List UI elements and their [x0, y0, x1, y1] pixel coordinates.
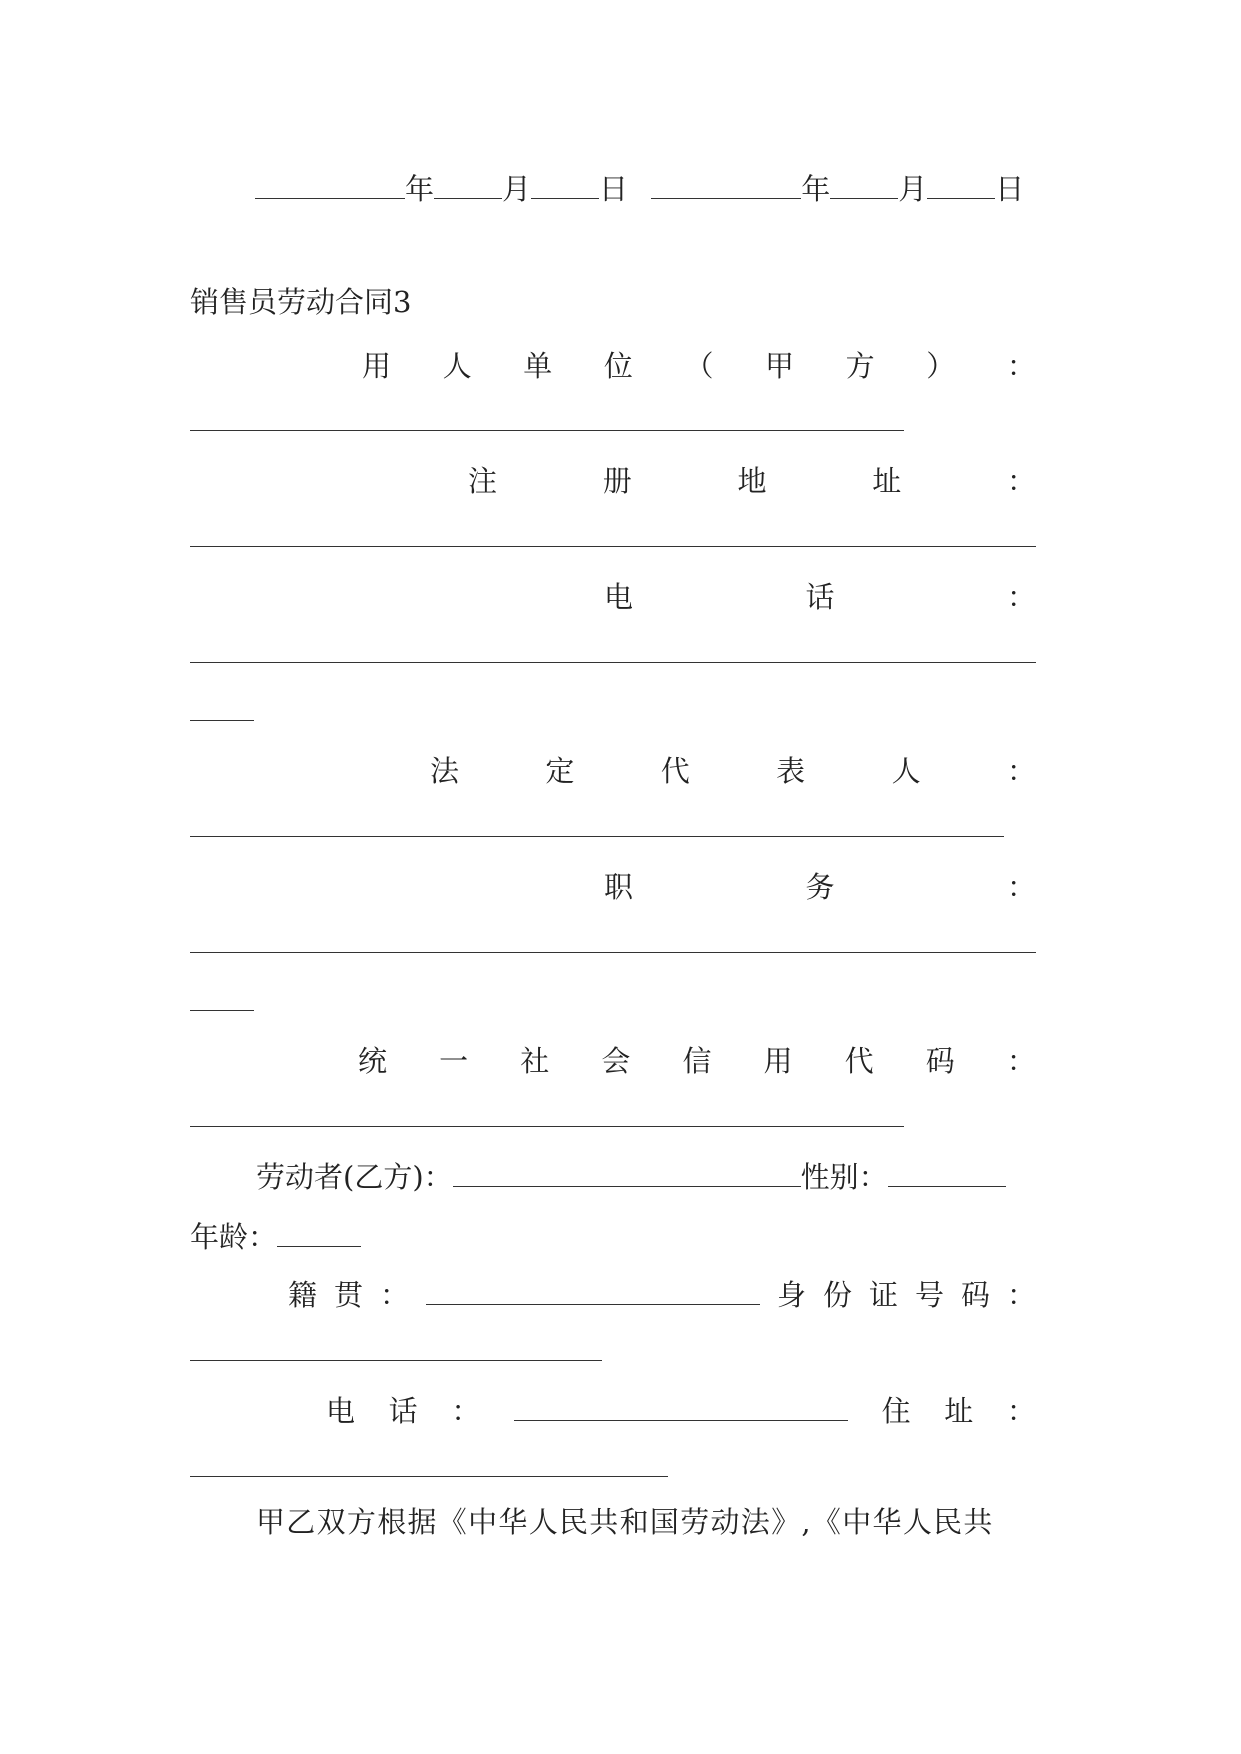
- worker-address-char: ：: [1006, 1393, 1036, 1428]
- unit-char: 用: [362, 348, 392, 383]
- worker-name-blank[interactable]: [453, 1160, 801, 1187]
- legal-rep-char: 定: [545, 753, 575, 788]
- credit-code-char: 统: [358, 1043, 388, 1078]
- credit-code-char: 用: [763, 1043, 793, 1078]
- position-blank[interactable]: [190, 952, 1036, 953]
- month-blank[interactable]: [434, 172, 502, 199]
- address-char: 地: [737, 463, 767, 498]
- phone-char: 话: [805, 579, 835, 614]
- credit-code-char: 会: [601, 1043, 631, 1078]
- legal-rep-blank[interactable]: [190, 836, 1004, 837]
- worker-phone-blank[interactable]: [514, 1398, 848, 1421]
- unit-char: 人: [442, 348, 472, 383]
- age-line: [190, 1220, 361, 1252]
- position-char: 职: [604, 869, 634, 904]
- unit-char: ）: [926, 348, 956, 383]
- phone-char: 电: [604, 579, 634, 614]
- native-char: 籍: [288, 1277, 318, 1312]
- month-label-2: 月: [898, 172, 928, 206]
- position-row: [190, 868, 1036, 902]
- credit-code-char: 代: [844, 1043, 874, 1078]
- age-blank[interactable]: [277, 1220, 361, 1247]
- legal-rep-char: 代: [660, 753, 690, 788]
- document-title: 销售员劳动合同3: [190, 285, 412, 319]
- address-char: 册: [602, 463, 632, 498]
- unit-char: （: [684, 348, 714, 383]
- worker-phone-char: 话: [388, 1393, 418, 1428]
- credit-code-blank[interactable]: [190, 1126, 904, 1127]
- day-label-2: 日: [995, 172, 1025, 206]
- native-place-blank[interactable]: [426, 1282, 760, 1305]
- contract-body-paragraph: 甲乙双方根据《中华人民共和国劳动法》,《中华人民共: [256, 1505, 994, 1539]
- unit-char: 位: [603, 348, 633, 383]
- employer-phone-blank-cont[interactable]: [190, 720, 254, 721]
- position-char: 务: [805, 869, 835, 904]
- worker-phone-char: ：: [451, 1393, 481, 1428]
- worker-phone-address-row: [190, 1392, 1036, 1426]
- registered-address-row: [190, 462, 1036, 496]
- legal-rep-char: ：: [1006, 753, 1036, 788]
- credit-code-char: ：: [1006, 1043, 1036, 1078]
- worker-address-char: 址: [944, 1393, 974, 1428]
- unit-char: 方: [845, 348, 875, 383]
- credit-code-char: 一: [439, 1043, 469, 1078]
- unit-char: ：: [1006, 348, 1036, 383]
- age-label: 年龄：: [190, 1220, 278, 1254]
- position-char: ：: [1006, 869, 1036, 904]
- address-char: 址: [872, 463, 902, 498]
- address-char: 注: [468, 463, 498, 498]
- credit-code-char: 码: [925, 1043, 955, 1078]
- employer-phone-blank[interactable]: [190, 662, 1036, 663]
- legal-rep-row: [190, 752, 1036, 786]
- unit-char: 单: [523, 348, 553, 383]
- credit-code-char: 信: [682, 1043, 712, 1078]
- worker-phone-char: 电: [326, 1393, 356, 1428]
- registered-address-blank[interactable]: [190, 546, 1036, 547]
- id-char: 号: [914, 1277, 944, 1312]
- legal-rep-char: 法: [430, 753, 460, 788]
- position-blank-cont[interactable]: [190, 1010, 254, 1011]
- worker-name-line: [256, 1160, 1006, 1192]
- day-blank-2[interactable]: [927, 172, 995, 199]
- legal-rep-char: 表: [776, 753, 806, 788]
- native-char: 贯: [334, 1277, 364, 1312]
- day-blank[interactable]: [531, 172, 599, 199]
- id-char: 份: [822, 1277, 852, 1312]
- credit-code-char: 社: [520, 1043, 550, 1078]
- id-char: ：: [1006, 1277, 1036, 1312]
- year-label: 年: [405, 172, 435, 206]
- phone-char: ：: [1006, 579, 1036, 614]
- id-char: 身: [776, 1277, 806, 1312]
- employer-phone-row: [190, 578, 1036, 612]
- unit-char: 甲: [765, 348, 795, 383]
- native-id-row: [190, 1276, 1036, 1310]
- gender-blank[interactable]: [888, 1160, 1006, 1187]
- date-line: [255, 172, 1024, 204]
- year-blank-2[interactable]: [651, 172, 801, 199]
- address-char: ：: [1006, 463, 1036, 498]
- employer-unit-blank[interactable]: [190, 430, 904, 431]
- worker-address-blank[interactable]: [190, 1476, 668, 1477]
- year-blank[interactable]: [255, 172, 405, 199]
- year-label-2: 年: [801, 172, 831, 206]
- worker-name-label: 劳动者(乙方)：: [256, 1160, 453, 1194]
- month-blank-2[interactable]: [830, 172, 898, 199]
- employer-unit-row: [190, 347, 1036, 381]
- credit-code-row: [190, 1042, 1036, 1076]
- id-char: 证: [868, 1277, 898, 1312]
- legal-rep-char: 人: [891, 753, 921, 788]
- id-char: 码: [960, 1277, 990, 1312]
- id-number-blank[interactable]: [190, 1360, 602, 1361]
- day-label: 日: [599, 172, 629, 206]
- worker-address-char: 住: [881, 1393, 911, 1428]
- gender-label: 性别：: [800, 1160, 888, 1194]
- native-char: ：: [380, 1277, 410, 1312]
- month-label: 月: [502, 172, 532, 206]
